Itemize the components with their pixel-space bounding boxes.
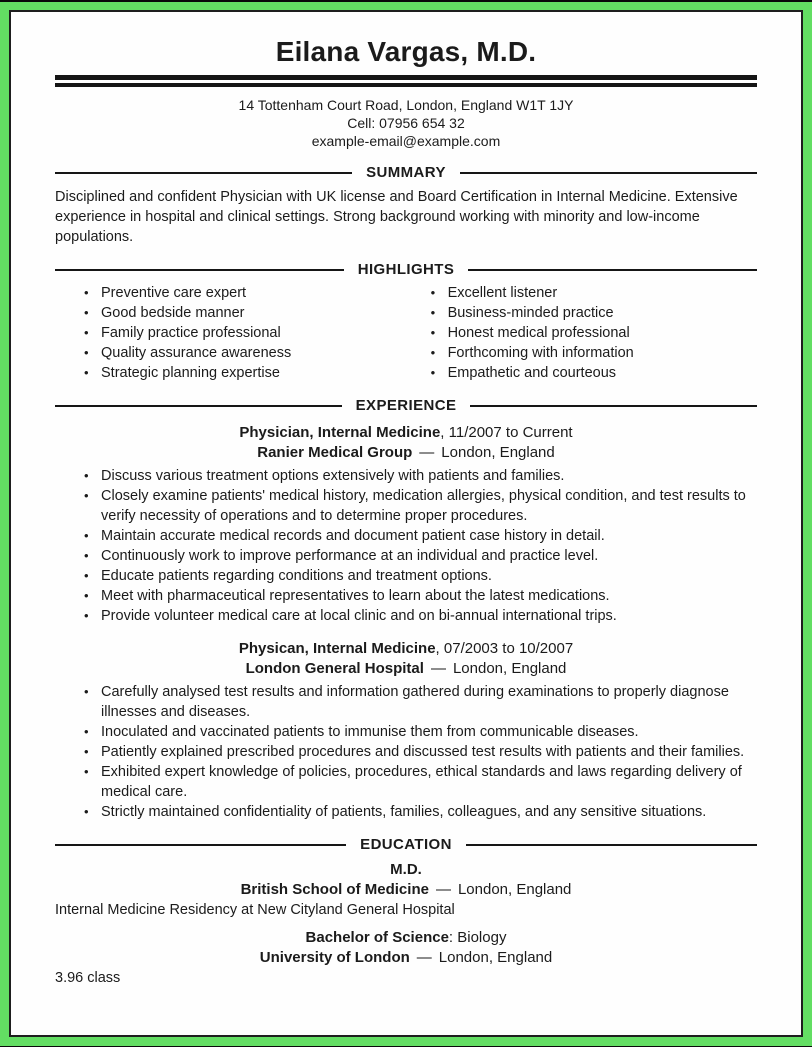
job-heading [55,423,757,463]
section-title-education: EDUCATION [360,836,452,853]
divider-line [55,844,346,846]
list-item: • Strictly maintained confidentiality of patients, families, colleagues, and any sensitive situations. [84,802,757,822]
job-title-line [55,639,757,659]
contact-email: example-email@example.com [311,133,501,149]
section-header-highlights [55,261,757,278]
divider-line [460,172,757,174]
list-item: • Provide volunteer medical care at local clinic and on bi-annual international trips. [84,606,757,626]
list-item: • Educate patients regarding conditions and treatment options. [84,566,757,586]
contact-block [55,96,757,150]
list-item: • Maintain accurate medical records and document patient case history in detail. [84,526,757,546]
list-item: • Family practice professional [84,323,431,343]
list-item: • Inoculated and vaccinated patients to immunise them from communicable diseases. [84,722,757,742]
job-heading [55,639,757,679]
list-item: • Exhibited expert knowledge of policies, procedures, ethical standards and laws regarding delivery of medical care. [84,762,757,802]
person-name: Eilana Vargas, M.D. [275,36,537,67]
school-location: London, England [438,949,553,966]
experience-job-2 [55,639,757,822]
list-item: • Good bedside manner [84,303,431,323]
education-note: 3.96 class [55,970,121,986]
divider-line [55,172,352,174]
list-item: • Closely examine patients' medical history, medication allergies, physical condition, and test results to verify necessity of operations and to determine proper procedures. [84,486,757,526]
degree-name: Bachelor of Science [305,929,449,946]
job-location: London, England [452,660,567,677]
list-item: • Empathetic and courteous [431,363,757,383]
highlights-right-list [431,283,757,383]
list-item: • Excellent listener [431,283,757,303]
divider-line [55,405,342,407]
education-note: Internal Medicine Residency at New Cityland General Hospital [55,902,455,918]
section-title-highlights: HIGHLIGHTS [357,261,455,278]
degree-suffix: : Biology [448,929,507,946]
dash-separator: — [430,660,446,677]
divider-line [55,269,344,271]
job-bullet-list [55,466,757,626]
job-role: Physician, Internal Medicine [239,424,441,441]
job-title-line [55,423,757,443]
dash-separator: — [416,949,432,966]
job-dates: , 07/2003 to 10/2007 [435,640,574,657]
degree-line [55,928,757,948]
list-item: • Strategic planning expertise [84,363,431,383]
school-line [55,880,757,900]
list-item: • Carefully analysed test results and information gathered during examinations to properly diagnose illnesses and diseases. [84,682,757,722]
section-header-summary [55,164,757,181]
dash-separator: — [435,881,451,898]
dash-separator: — [419,444,435,461]
divider-line [466,844,757,846]
job-org-line [55,659,757,679]
education-entry-2 [55,928,757,988]
section-header-education [55,836,757,853]
section-title-summary: SUMMARY [366,164,446,181]
education-entry-1 [55,860,757,920]
list-item: • Business-minded practice [431,303,757,323]
experience-job-1 [55,423,757,626]
resume-page [9,10,803,1037]
list-item: • Continuously work to improve performance at an individual and practice level. [84,546,757,566]
summary-text: Disciplined and confident Physician with UK license and Board Certification in Internal Medicine. Extensive experience in hospital and clinical settings. Strong background working with minority and low-income populations. [55,189,738,245]
divider-line [470,405,757,407]
highlights-columns [55,278,757,383]
list-item: • Honest medical professional [431,323,757,343]
job-org-line [55,443,757,463]
job-org: Ranier Medical Group [257,444,413,461]
school-location: London, England [457,881,572,898]
list-item: • Forthcoming with information [431,343,757,363]
list-item: • Discuss various treatment options extensively with patients and families. [84,466,757,486]
highlights-left-list [55,283,431,383]
list-item: • Patiently explained prescribed procedures and discussed test results with patients and their families. [84,742,757,762]
list-item: • Meet with pharmaceutical representatives to learn about the latest medications. [84,586,757,606]
section-header-experience [55,397,757,414]
school-name: University of London [259,949,410,966]
job-dates: , 11/2007 to Current [440,424,573,441]
job-bullet-list [55,682,757,822]
list-item: • Quality assurance awareness [84,343,431,363]
list-item: • Preventive care expert [84,283,431,303]
job-org: London General Hospital [245,660,424,677]
school-line [55,948,757,968]
contact-phone: Cell: 07956 654 32 [347,115,465,131]
degree-line [55,860,757,880]
job-role: Physican, Internal Medicine [238,640,436,657]
header-double-rule [55,75,757,87]
school-name: British School of Medicine [240,881,429,898]
job-location: London, England [441,444,555,461]
section-title-experience: EXPERIENCE [355,397,457,414]
divider-line [468,269,757,271]
contact-address: 14 Tottenham Court Road, London, England W1T 1JY [238,97,574,113]
degree-name: M.D. [390,861,422,878]
